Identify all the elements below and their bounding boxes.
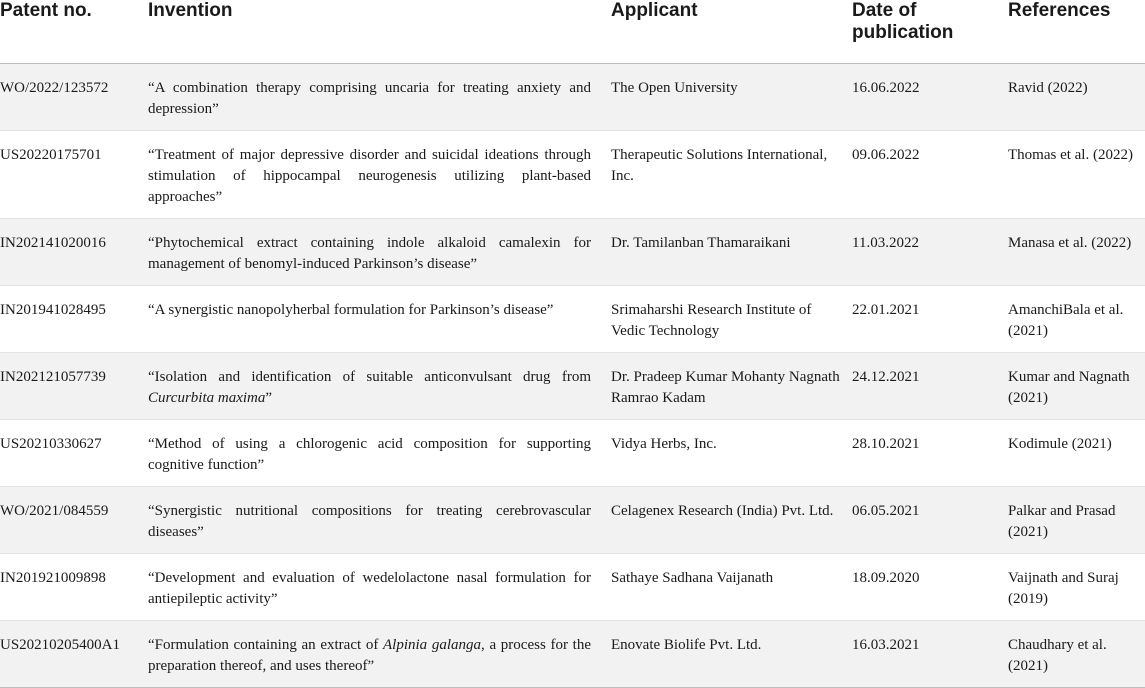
header-invention: Invention — [148, 0, 611, 64]
cell-patent-no: IN202141020016 — [0, 219, 148, 286]
cell-references: Ravid (2022) — [1008, 64, 1145, 131]
cell-date: 09.06.2022 — [852, 131, 1008, 219]
cell-date: 16.06.2022 — [852, 64, 1008, 131]
header-patent-no: Patent no. — [0, 0, 148, 64]
species-name: Alpinia galanga — [383, 637, 482, 653]
cell-invention: “A combination therapy comprising uncaria for treating anxiety and depression” — [148, 64, 611, 131]
table-row — [0, 420, 1145, 487]
cell-date: 18.09.2020 — [852, 554, 1008, 621]
cell-patent-no: US20220175701 — [0, 131, 148, 219]
cell-references: AmanchiBala et al. (2021) — [1008, 286, 1145, 353]
cell-patent-no: IN202121057739 — [0, 353, 148, 420]
cell-applicant: Dr. Tamilanban Thamaraikani — [611, 219, 852, 286]
cell-patent-no: WO/2022/123572 — [0, 64, 148, 131]
table-header — [0, 0, 1145, 64]
cell-invention: “Synergistic nutritional compositions for treating cerebrovascular diseases” — [148, 487, 611, 554]
cell-invention: “Treatment of major depressive disorder and suicidal ideations through stimulation of hippocampal neurogenesis utilizing plant-based approaches” — [148, 131, 611, 219]
cell-applicant: Celagenex Research (India) Pvt. Ltd. — [611, 487, 852, 554]
cell-applicant: Vidya Herbs, Inc. — [611, 420, 852, 487]
table-row — [0, 487, 1145, 554]
cell-invention: “A synergistic nanopolyherbal formulation for Parkinson’s disease” — [148, 286, 611, 353]
cell-date: 06.05.2021 — [852, 487, 1008, 554]
cell-date: 24.12.2021 — [852, 353, 1008, 420]
cell-references: Palkar and Prasad (2021) — [1008, 487, 1145, 554]
cell-invention: “Phytochemical extract containing indole alkaloid camalexin for management of benomyl-induced Parkinson’s disease” — [148, 219, 611, 286]
cell-invention: “Development and evaluation of wedelolactone nasal formulation for antiepileptic activity” — [148, 554, 611, 621]
cell-invention: “Method of using a chlorogenic acid composition for supporting cognitive function” — [148, 420, 611, 487]
cell-date: 11.03.2022 — [852, 219, 1008, 286]
cell-references: Vaijnath and Suraj (2019) — [1008, 554, 1145, 621]
cell-references: Kodimule (2021) — [1008, 420, 1145, 487]
cell-applicant: Enovate Biolife Pvt. Ltd. — [611, 621, 852, 688]
cell-applicant: The Open University — [611, 64, 852, 131]
table-row — [0, 219, 1145, 286]
cell-invention: “Formulation containing an extract of Alpinia galanga, a process for the preparation thereof, and uses thereof” — [148, 621, 611, 688]
cell-invention: “Isolation and identification of suitable anticonvulsant drug from Curcurbita maxima” — [148, 353, 611, 420]
cell-patent-no: US20210330627 — [0, 420, 148, 487]
cell-applicant: Srimaharshi Research Institute of Vedic Technology — [611, 286, 852, 353]
cell-patent-no: IN201941028495 — [0, 286, 148, 353]
header-applicant: Applicant — [611, 0, 852, 64]
table-row — [0, 64, 1145, 131]
header-references: References — [1008, 0, 1145, 64]
cell-references: Thomas et al. (2022) — [1008, 131, 1145, 219]
header-row — [0, 0, 1145, 64]
cell-date: 22.01.2021 — [852, 286, 1008, 353]
cell-patent-no: WO/2021/084559 — [0, 487, 148, 554]
cell-applicant: Sathaye Sadhana Vaijanath — [611, 554, 852, 621]
cell-applicant: Dr. Pradeep Kumar Mohanty Nagnath Ramrao Kadam — [611, 353, 852, 420]
table-row — [0, 131, 1145, 219]
table-row — [0, 286, 1145, 353]
cell-date: 16.03.2021 — [852, 621, 1008, 688]
species-name: Curcurbita maxima — [148, 390, 266, 406]
cell-references: Chaudhary et al. (2021) — [1008, 621, 1145, 688]
cell-patent-no: US20210205400A1 — [0, 621, 148, 688]
cell-applicant: Therapeutic Solutions International, Inc. — [611, 131, 852, 219]
header-date: Date of publication — [852, 0, 1008, 64]
table-row — [0, 353, 1145, 420]
table-body — [0, 64, 1145, 688]
cell-references: Kumar and Nagnath (2021) — [1008, 353, 1145, 420]
cell-patent-no: IN201921009898 — [0, 554, 148, 621]
cell-references: Manasa et al. (2022) — [1008, 219, 1145, 286]
cell-date: 28.10.2021 — [852, 420, 1008, 487]
table-row — [0, 621, 1145, 688]
